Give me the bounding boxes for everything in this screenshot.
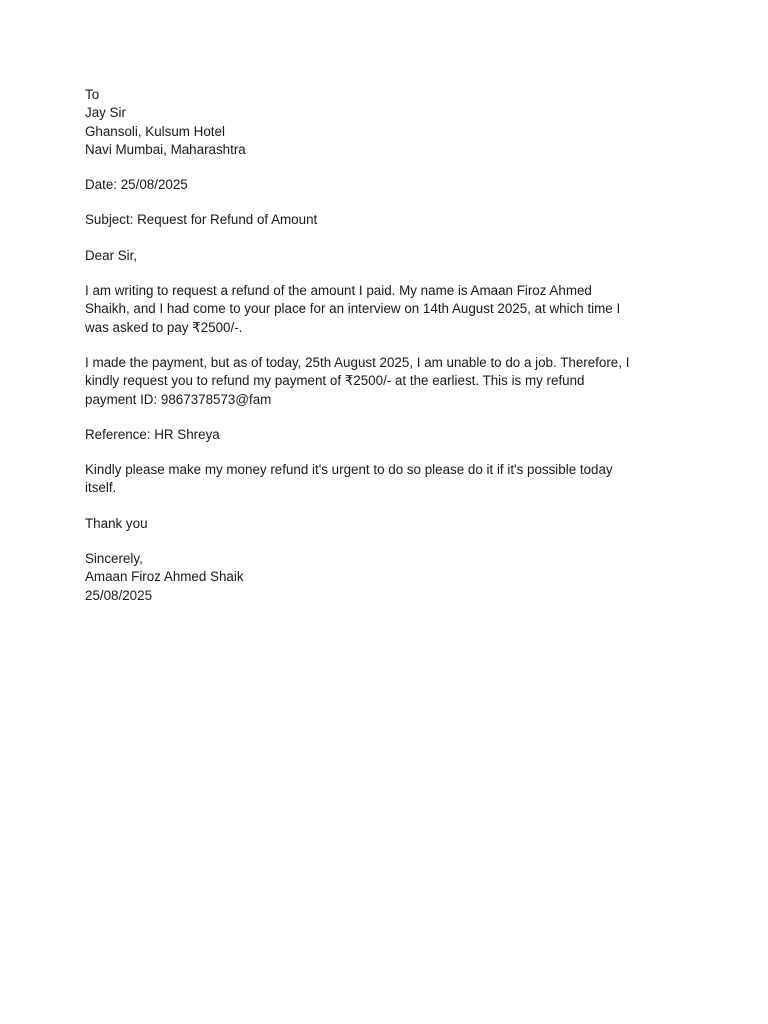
- paragraph-line: Kindly please make my money refund it's urgent to do so please do it if it's possible today: [85, 462, 613, 478]
- recipient-name: Jay Sir: [85, 105, 126, 121]
- spacer: [85, 230, 625, 247]
- paragraph-line: was asked to pay ₹2500/-.: [85, 319, 243, 335]
- spacer: [85, 337, 625, 354]
- date-line: Date: 25/08/2025: [85, 177, 188, 193]
- thanks-line: Thank you: [85, 515, 148, 531]
- signature-date: 25/08/2025: [85, 587, 153, 603]
- address-line-2: Navi Mumbai, Maharashtra: [85, 141, 246, 157]
- paragraph-line: payment ID: 9867378573@fam: [85, 391, 272, 407]
- body-paragraph-1: [85, 282, 625, 337]
- paragraph-line: Shaikh, and I had come to your place for an interview on 14th August 2025, at which time I: [85, 301, 621, 317]
- spacer: [85, 159, 625, 176]
- body-paragraph-3: [85, 461, 625, 498]
- spacer: [85, 444, 625, 461]
- paragraph-line: I made the payment, but as of today, 25th August 2025, I am unable to do a job. Therefore, I: [85, 354, 630, 370]
- paragraph-line: itself.: [85, 480, 117, 496]
- closing: [85, 550, 625, 605]
- spacer: [85, 409, 625, 426]
- letter: [85, 86, 630, 605]
- address-to: To: [85, 87, 100, 102]
- reference-line: Reference: HR Shreya: [85, 426, 220, 442]
- paragraph-line: I am writing to request a refund of the amount I paid. My name is Amaan Firoz Ahmed: [85, 283, 592, 299]
- spacer: [85, 194, 625, 211]
- signer-name: Amaan Firoz Ahmed Shaik: [85, 569, 244, 585]
- salutation: Dear Sir,: [85, 247, 138, 263]
- subject-line: Subject: Request for Refund of Amount: [85, 212, 318, 228]
- spacer: [85, 265, 625, 282]
- spacer: [85, 498, 625, 515]
- spacer: [85, 533, 625, 550]
- sign-off: Sincerely,: [85, 551, 143, 567]
- recipient-address: [85, 86, 625, 159]
- address-line-1: Ghansoli, Kulsum Hotel: [85, 123, 225, 139]
- body-paragraph-2: [85, 354, 630, 409]
- paragraph-line: kindly request you to refund my payment of ₹2500/- at the earliest. This is my refund: [85, 373, 585, 389]
